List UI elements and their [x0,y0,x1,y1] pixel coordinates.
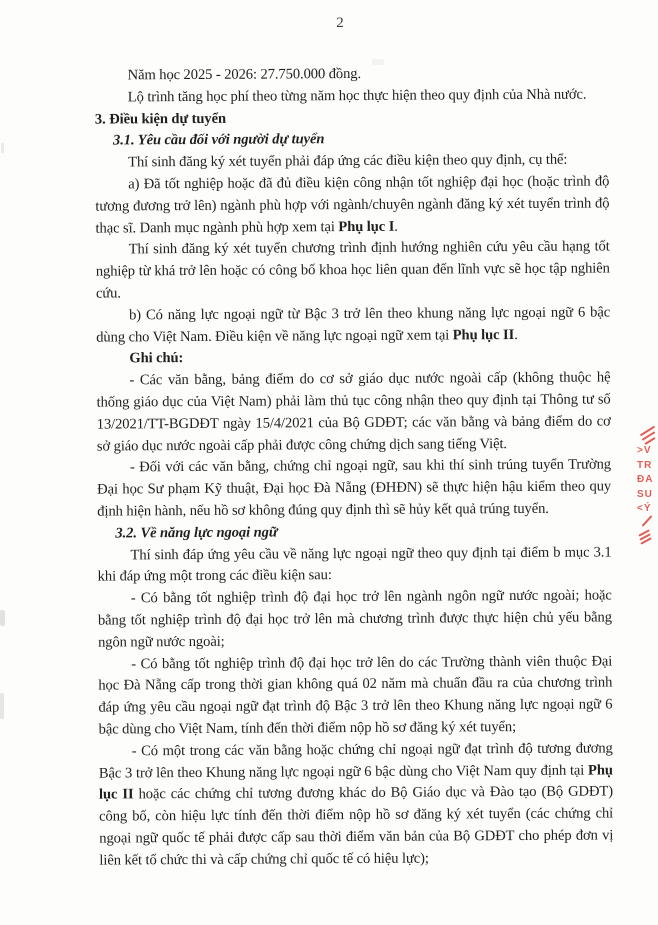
scan-artifact [0,610,5,626]
stamp-text-row: TR [637,459,653,471]
paragraph-tuition-2025: Năm học 2025 - 2026: 27.750.000 đồng. [127,65,362,84]
stamp-text-row: >V [637,445,652,456]
phu-luc-1-ref: Phụ lục I [338,218,395,235]
text-segment: . [394,218,398,235]
scan-artifact [372,59,384,65]
paragraph-language-intro: Thí sinh đáp ứng yêu cầu về năng lực ngoại ngữ theo quy định tại điểm b mục 3.1 khi đáp ứng một trong các điều kiện sau: [97,543,612,585]
paragraph-item-a [95,171,609,240]
text-segment: . [514,326,518,343]
red-stamp-fragment-icon [634,424,658,546]
stamp-text-row: <Ý [637,503,652,515]
paragraph-item-b [96,302,610,349]
note-label: Ghi chú: [129,350,184,367]
paragraph-tuition-roadmap: Lộ trình tăng học phí theo từng năm học thực hiện theo quy định của Nhà nước. [127,86,587,106]
phu-luc-2-ref: Phụ lục II [98,761,613,803]
text-segment: hoặc các chứng chỉ tương đương khác do Bộ Giáo dục và Đào tạo (Bộ GDĐT) công bố, còn hiệu lực tính đến thời điểm nộp hồ sơ đăng ký xét tuyển (các chứng chỉ ngoại ngữ quốc tế phải được cấp sau thời điểm văn bản của Bộ GDĐT cho phép đơn vị liên kết tổ chức thi và cấp chứng chỉ quốc tế có hiệu lực); [99,783,614,869]
phu-luc-2-ref: Phụ lục II [452,326,515,343]
stamp-text-row: SU [637,488,653,500]
bullet-language-degree: - Có bằng tốt nghiệp trình độ đại học trở lên ngành ngôn ngữ nước ngoài; hoặc bằng tốt nghiệp trình độ đại học trở lên mà chương trình được thực hiện chủ yếu bằng ngôn ngữ nước ngoài; [97,587,612,651]
note-foreign-degrees: - Các văn bằng, bảng điểm do cơ sở giáo dục nước ngoài cấp (không thuộc hệ thống giáo dục của Việt Nam) phải làm thủ tục công nhận theo quy định tại Thông tư số 13/2021/TT-BGDĐT ngày 15/4/2021 của Bộ GDĐT; các văn bằng và bảng điểm do cơ sở giáo dục nước ngoài cấp phải được công chứng dịch sang tiếng Việt. [96,369,611,455]
scan-artifact [0,693,4,719]
stamp-text-fragments [637,444,653,517]
section-3-1-heading: 3.1. Yêu cầu đối với người dự tuyển [112,131,325,149]
paragraph-conditions-intro: Thí sinh đăng ký xét tuyển phải đáp ứng các điều kiện theo quy định, cụ thể: [128,151,568,171]
section-3-2-heading: 3.2. Về năng lực ngoại ngữ [115,524,278,542]
text-segment: b) Có năng lực ngoại ngữ từ Bậc 3 trở lên theo khung năng lực ngoại ngữ 6 bậc dùng cho Việt Nam. Điều kiện về năng lực ngoại ngữ xem tại [96,304,611,346]
text-segment: a) Đã tốt nghiệp hoặc đã đủ điều kiện công nhận tốt nghiệp đại học (hoặc trình độ tương đương trở lên) ngành phù hợp với ngành/chuyên ngành đăng ký xét tuyển trình độ thạc sĩ. Danh mục ngành phù hợp xem tại [95,173,610,237]
stamp-text-row: ĐA [637,474,654,486]
paragraph-research-orientation: Thí sinh đăng ký xét tuyển chương trình định hướng nghiên cứu yêu cầu hạng tốt nghiệp từ khá trở lên hoặc có công bố khoa học liên quan đến lĩnh vực sẽ học tập nghiên cứu. [95,238,610,302]
document-body [95,62,614,872]
section-3-heading: 3. Điều kiện dự tuyển [94,110,227,128]
bullet-udn-degree: - Có bằng tốt nghiệp trình độ đại học trở lên do các Trường thành viên thuộc Đại học Đà Nẵng cấp trong thời gian không quá 02 năm mà chuẩn đầu ra của chương trình đáp ứng yêu cầu ngoại ngữ đạt trình độ Bậc 3 trở lên theo Khung năng lực ngoại ngữ 6 bậc dùng cho Việt Nam, tính đến thời điểm nộp hồ sơ đăng ký xét tuyển; [98,652,613,738]
bullet-certificates [99,738,614,872]
page-number: 2 [336,15,344,31]
text-segment: - Có một trong các văn bằng hoặc chứng chỉ ngoại ngữ đạt trình độ tương đương Bậc 3 trở lên theo Khung năng lực ngoại ngữ 6 bậc dùng cho Việt Nam quy định tại [98,740,613,782]
note-post-admission-check: - Đối với các văn bằng, chứng chỉ ngoại ngữ, sau khi thí sinh trúng tuyển Trường Đại học Sư phạm Kỹ thuật, Đại học Đà Nẵng (ĐHĐN) sẽ thực hiện hậu kiểm theo quy định hiện hành, nếu hồ sơ không đúng quy định thì sẽ hủy kết quả trúng tuyển. [97,456,612,520]
scan-artifact [1,143,4,153]
